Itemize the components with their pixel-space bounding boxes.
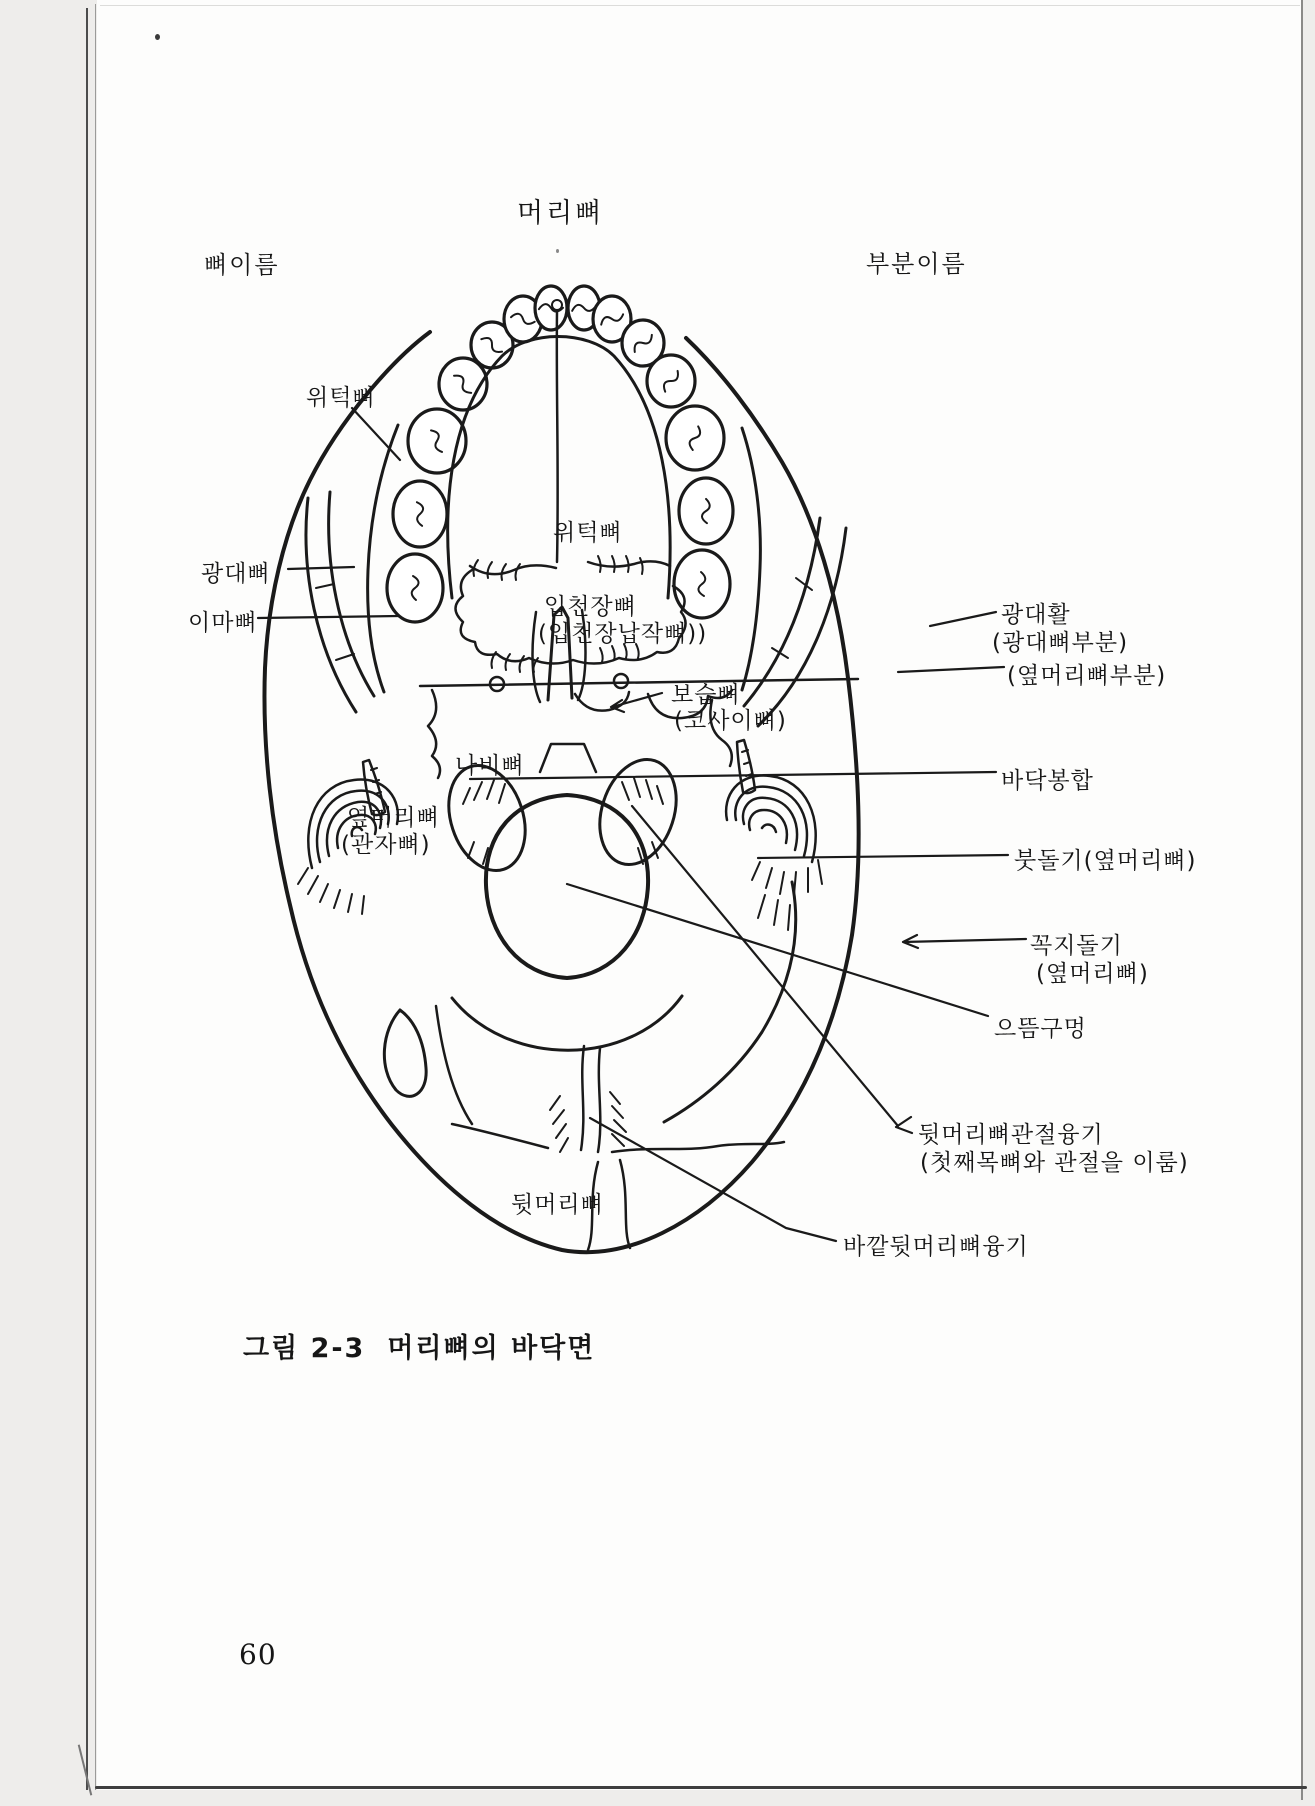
figure-caption-text: 머리뼈의 바닥면 (387, 1333, 596, 1364)
leader-mastoid (903, 935, 1026, 948)
label-mastoid-line1: 꼭지돌기 (1030, 933, 1123, 959)
page-title: 머리뼈 (517, 198, 605, 229)
label-zygomatic: 광대뼈 (201, 561, 271, 587)
label-vomer-line1: 보습뼈 (671, 682, 741, 708)
leader-vomer (611, 693, 662, 712)
label-foramen-magnum: 으뜸구멍 (994, 1016, 1087, 1042)
leader-styloid (758, 855, 1008, 858)
basilar-part (540, 744, 596, 772)
label-basilar-suture: 바닥봉합 (1001, 768, 1094, 794)
figure-caption-number: 그림 2-3 (243, 1333, 366, 1364)
label-styloid-process: 붓돌기(옆머리뼈) (1014, 848, 1197, 874)
leader-temporal-part (898, 667, 1004, 672)
label-temporal-line1: 옆머리뼈 (347, 805, 440, 831)
leader-zygomatic (288, 567, 354, 569)
label-occipital: 뒷머리뼈 (511, 1192, 604, 1218)
label-occipital-condyle-line2: (첫째목뼈와 관절을 이룸) (920, 1150, 1189, 1176)
label-palatine-line2: (입천장납작뼈)) (538, 621, 708, 647)
label-mastoid-line2: (옆머리뼈) (1036, 961, 1149, 987)
foramen-magnum (486, 795, 648, 978)
leader-maxilla-outer (352, 408, 400, 460)
figure-caption (243, 1326, 595, 1365)
label-temporal-line2: (관자뼈) (341, 832, 431, 858)
page-number: 60 (239, 1638, 277, 1671)
right-mastoid (726, 776, 822, 930)
leader-basilar-suture (470, 772, 996, 779)
leader-zygomatic-arch (930, 612, 996, 626)
label-vomer-line2: (코사이뼈) (674, 708, 787, 734)
label-palatine-line1: 입천장뼈 (544, 594, 637, 620)
occipital-crest-hatching (550, 1092, 626, 1152)
label-external-occipital: 바깥뒷머리뼈융기 (843, 1234, 1029, 1260)
label-frontal: 이마뼈 (188, 610, 258, 636)
label-maxilla-outer: 위턱뼈 (306, 385, 376, 411)
part-name-header: 부분이름 (866, 250, 967, 278)
label-maxilla-inner: 위턱뼈 (553, 520, 623, 546)
label-zygomatic-arch-line2: (광대뼈부분) (992, 630, 1129, 656)
label-temporal-part: (옆머리뼈부분) (1007, 663, 1167, 689)
label-occipital-condyle-line1: 뒷머리뼈관절융기 (918, 1122, 1104, 1148)
leader-occipital-condyle (632, 806, 912, 1133)
bone-name-header: 뼈이름 (204, 251, 280, 279)
label-zygomatic-arch-line1: 광대활 (1001, 602, 1071, 628)
label-sphenoid: 나비뼈 (455, 753, 525, 779)
leader-frontal (258, 616, 398, 618)
